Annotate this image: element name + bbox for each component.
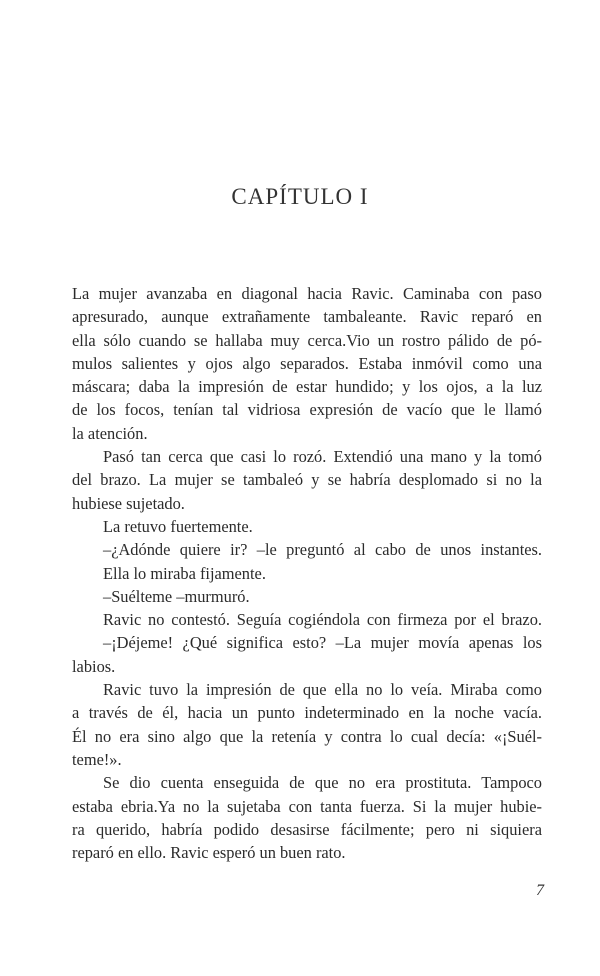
body-text — [72, 282, 542, 864]
text-line: Ravic no contestó. Seguía cogiéndola con firmeza por el brazo. — [103, 610, 542, 630]
text-line: de los focos, tenían tal vidriosa expresión de vacío que le llamó — [72, 400, 542, 420]
text-line: hubiese sujetado. — [72, 493, 185, 513]
text-line: labios. — [72, 656, 116, 676]
text-line: Ravic tuvo la impresión de que ella no lo veía. Miraba como — [103, 680, 542, 700]
text-line: mulos salientes y ojos algo separados. Estaba inmóvil como una — [72, 353, 542, 373]
chapter-title: CAPÍTULO I — [231, 184, 369, 209]
text-line: del brazo. La mujer se tambaleó y se habría desplomado si no la — [72, 470, 542, 490]
text-line: Él no era sino algo que la retenía y contra lo cual decía: «¡Suél- — [72, 726, 542, 746]
text-line: máscara; daba la impresión de estar hundido; y los ojos, a la luz — [72, 377, 542, 397]
text-line: apresurado, aunque extrañamente tambaleante. Ravic reparó en — [72, 307, 542, 327]
text-line: ella sólo cuando se hallaba muy cerca.Vio un rostro pálido de pó- — [72, 330, 542, 350]
text-line: la atención. — [72, 423, 148, 443]
text-line: Ella lo miraba fijamente. — [103, 563, 266, 583]
page-number: 7 — [536, 882, 544, 899]
text-line: a través de él, hacia un punto indeterminado en la noche vacía. — [72, 703, 542, 723]
text-line: La mujer avanzaba en diagonal hacia Ravic. Caminaba con paso — [72, 284, 542, 303]
text-line: La retuvo fuertemente. — [103, 516, 253, 536]
text-line: –¡Déjeme! ¿Qué significa esto? –La mujer movía apenas los — [103, 633, 542, 653]
text-line: Pasó tan cerca que casi lo rozó. Extendió una mano y la tomó — [103, 447, 542, 467]
text-line: –Suélteme –murmuró. — [103, 586, 250, 606]
text-line: teme!». — [72, 749, 122, 769]
text-line: estaba ebria.Ya no la sujetaba con tanta fuerza. Si la mujer hubie- — [72, 796, 542, 816]
text-line: Se dio cuenta enseguida de que no era prostituta. Tampoco — [103, 773, 542, 793]
text-line: ra querido, habría podido desasirse fácilmente; pero ni siquiera — [72, 819, 542, 839]
text-line: –¿Adónde quiere ir? –le preguntó al cabo de unos instantes. — [103, 540, 542, 560]
text-line: reparó en ello. Ravic esperó un buen rato. — [72, 843, 346, 863]
